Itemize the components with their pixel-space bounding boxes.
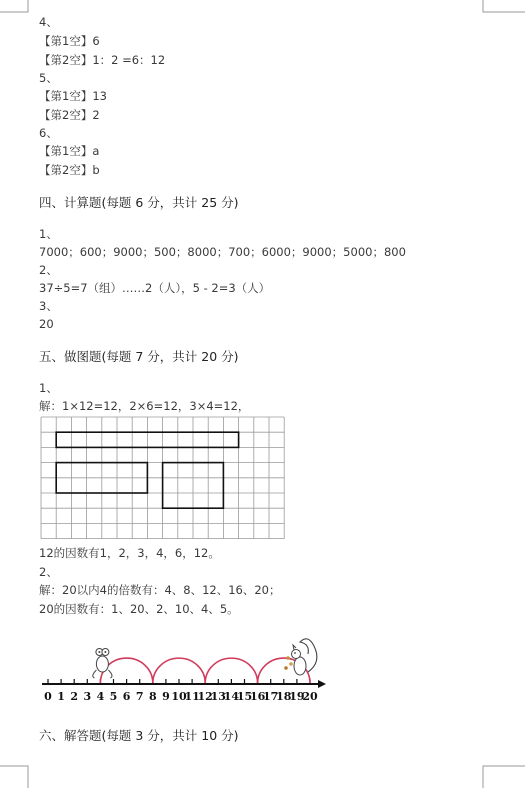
tick-label: 2	[70, 690, 79, 703]
arrow-icon	[318, 680, 326, 688]
tick-label: 9	[162, 690, 170, 703]
tick-label: 15	[236, 690, 253, 703]
tick-label: 17	[263, 690, 279, 703]
question-number-3: 3、	[39, 299, 58, 313]
squirrel-icon	[284, 639, 317, 675]
answer-blank-1: 【第1空】6	[39, 34, 100, 48]
answer-text: 7000；600；9000；500；8000；700；6000；9000；5000；800	[39, 245, 406, 259]
tick-label: 8	[148, 690, 157, 703]
question-number-2: 2、	[39, 565, 58, 579]
tick-label: 12	[197, 690, 213, 703]
solution-text: 20的因数有：1、20、2、10、4、5。	[39, 602, 239, 616]
question-number-2: 2、	[39, 263, 58, 277]
tick-label: 1	[57, 690, 65, 703]
question-number-5: 5、	[39, 71, 58, 85]
tick-label: 14	[223, 690, 240, 703]
section-heading-drawing: 五、做图题(每题 7 分，共计 20 分)	[39, 349, 239, 364]
section-heading-calculation: 四、计算题(每题 6 分，共计 25 分)	[39, 195, 239, 210]
crop-mark-bottom-right	[482, 758, 525, 788]
tick-label: 18	[276, 690, 292, 703]
factor-conclusion: 12的因数有1，2，3，4，6，12。	[39, 546, 220, 560]
tick-label: 0	[44, 690, 52, 703]
tick-label: 6	[122, 690, 131, 703]
tick-label: 5	[109, 690, 118, 703]
crop-mark-top-left	[0, 0, 40, 22]
tick-label: 4	[96, 690, 105, 703]
crop-mark-top-right	[482, 0, 525, 22]
number-line-figure	[36, 632, 326, 714]
question-number-6: 6、	[39, 126, 58, 140]
rectangle-grid-figure	[40, 416, 286, 544]
solution-text: 解：1×12=12，2×6=12，3×4=12，	[39, 399, 250, 413]
answer-blank-1: 【第1空】13	[39, 89, 107, 103]
tick-label: 3	[83, 690, 92, 703]
answer-blank-2: 【第2空】b	[39, 163, 100, 177]
tick-label: 13	[210, 690, 226, 703]
answer-blank-1: 【第1空】a	[39, 144, 100, 158]
answer-text: 37÷5=7（组）……2（人），5 - 2=3（人）	[39, 281, 271, 295]
answer-blank-2: 【第2空】2	[39, 108, 100, 122]
section-heading-word-problems: 六、解答题(每题 3 分，共计 10 分)	[39, 728, 239, 743]
tick-label: 10	[171, 690, 187, 703]
question-number-1: 1、	[39, 381, 58, 395]
answer-text: 20	[39, 317, 54, 331]
answer-blank-2: 【第2空】1：2 =6：12	[39, 53, 166, 67]
question-number-4: 4、	[39, 15, 58, 29]
tick-label: 20	[302, 690, 318, 703]
question-number-1: 1、	[39, 227, 58, 241]
solution-text: 解：20以内4的倍数有：4、8、12、16、20；	[39, 583, 281, 597]
tick-label: 7	[135, 690, 144, 703]
tick-label: 11	[184, 690, 200, 703]
crop-mark-bottom-left	[0, 758, 40, 788]
tick-label: 16	[249, 690, 266, 703]
tick-label: 19	[289, 690, 305, 703]
